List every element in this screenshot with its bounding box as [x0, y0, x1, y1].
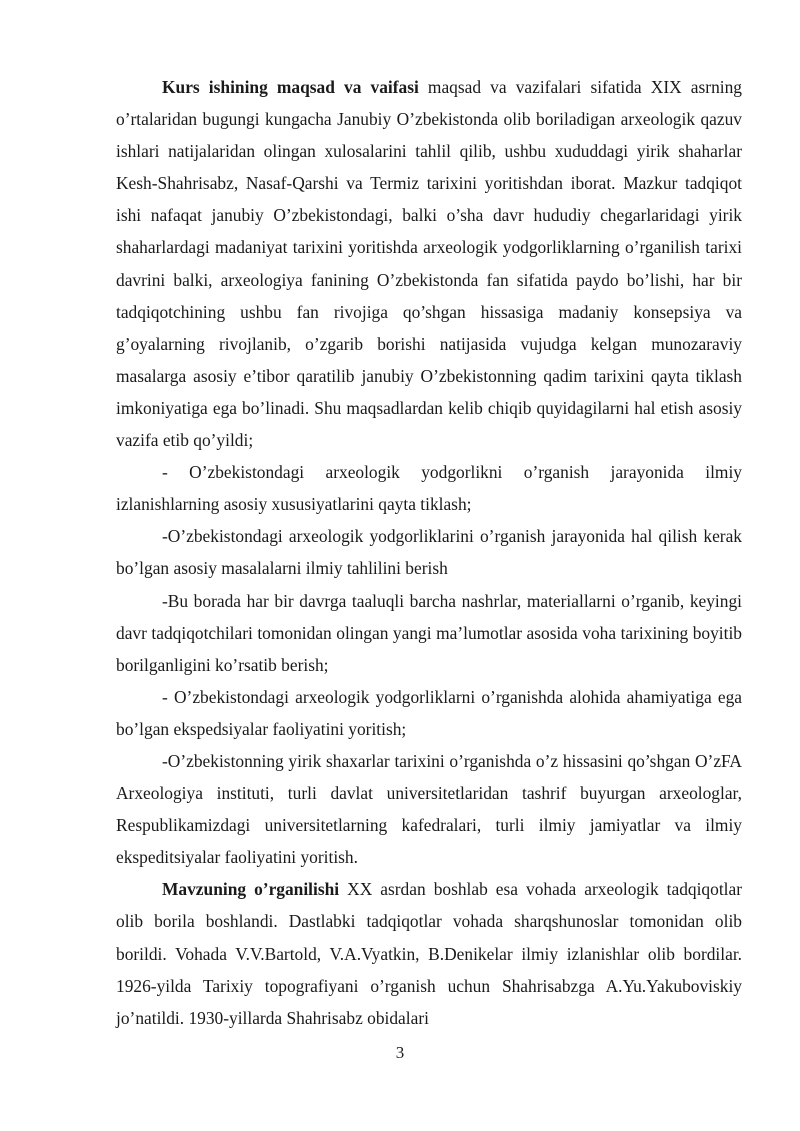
paragraph-goals	[116, 71, 742, 456]
list-item-task-3: -Bu borada har bir davrga taaluqli barcha nashrlar, materiallarni o’rganib, keyingi davr tadqiqotchilari tomonidan olingan yangi ma’lumotlar asosida voha tarixining boyitib borilganligini ko’rsatib berish;	[116, 590, 742, 675]
list-item-task-2: -O’zbekistondagi arxeologik yodgorliklarini o’rganish jarayonida hal qilish kerak bo’lgan asosiy masalalarni ilmiy tahlilini berish	[116, 526, 742, 579]
list-item-task-5: -O’zbekistonning yirik shaxarlar tarixini o’rganishda o’z hissasini qo’shgan O’zFA Arxeologiya instituti, turli davlat universitetlaridan tashrif buyurgan arxeologlar, Respublikamizdagi universitetlarning kafedralari, turli ilmiy jamiyatlar va ilmiy ekspeditsiyalar faoliyatini yoritish.	[116, 750, 742, 868]
paragraph-study-history-text: XX asrdan boshlab esa vohada arxeologik tadqiqotlar olib borila boshlandi. Dastlabki tadqiqotlar vohada sharqshunoslar tomonidan olib borildi. Vohada V.V.Bartold, V.A.Vyatkin, B.Denikelar ilmiy izlanishlar olib bordilar. 1926-yilda Tarixiy topografiyani o’rganish uchun Shahrisabzga A.Yu.Yakuboviskiy jo’natildi. 1930-yillarda Shahrisabz obidalari	[116, 879, 742, 1028]
paragraph-goals-text: maqsad va vazifalari sifatida XIX asrning o’rtalaridan bugungi kungacha Janubiy O’zbekistonda olib boriladigan arxeologik qazuv ishlari natijalaridan olingan xulosalarini tahlil qilib, ushbu xududdagi yirik shaharlar Kesh-Shahrisabz, Nasaf-Qarshi va Termiz tarixini yoritishdan iborat. Mazkur tadqiqot ishi nafaqat janubiy O’zbekistondagi, balki o’sha davr hududiy chegarlaridagi yirik shaharlardagi madaniyat tarixini yoritishda arxeologik yodgorliklarning o’rganilish tarixi davrini balki, arxeologiya fanining O’zbekistonda fan sifatida paydo bo’lishi, har bir tadqiqotchining ushbu fan rivojiga qo’shgan hissasiga madaniy konsepsiya va g’oyalarning rivojlanib, o’zgarib borishi natijasida vujudga kelgan munozaraviy masalarga asosiy e’tibor qaratilib janubiy O’zbekistonning qadim tarixini qayta tiklash imkoniyatiga ega bo’linadi. Shu maqsadlardan kelib chiqib quyidagilarni hal etish asosiy vazifa etib qo’yildi;	[116, 77, 742, 451]
list-item-task-4: - O’zbekistondagi arxeologik yodgorliklarni o’rganishda alohida ahamiyatiga ega bo’lgan ekspedsiyalar faoliyatini yoritish;	[116, 686, 742, 739]
list-item-task-1: - O’zbekistondagi arxeologik yodgorlikni o’rganish jarayonida ilmiy izlanishlarning asosiy xususiyatlarini qayta tiklash;	[116, 462, 742, 515]
paragraph-goals-heading: Kurs ishining maqsad va vaifasi	[162, 77, 419, 97]
page-number: 3	[395, 1043, 405, 1062]
paragraph-study-history	[116, 873, 742, 1033]
paragraph-study-history-heading: Mavzuning o’rganilishi	[162, 879, 340, 900]
document-page	[116, 71, 742, 1034]
